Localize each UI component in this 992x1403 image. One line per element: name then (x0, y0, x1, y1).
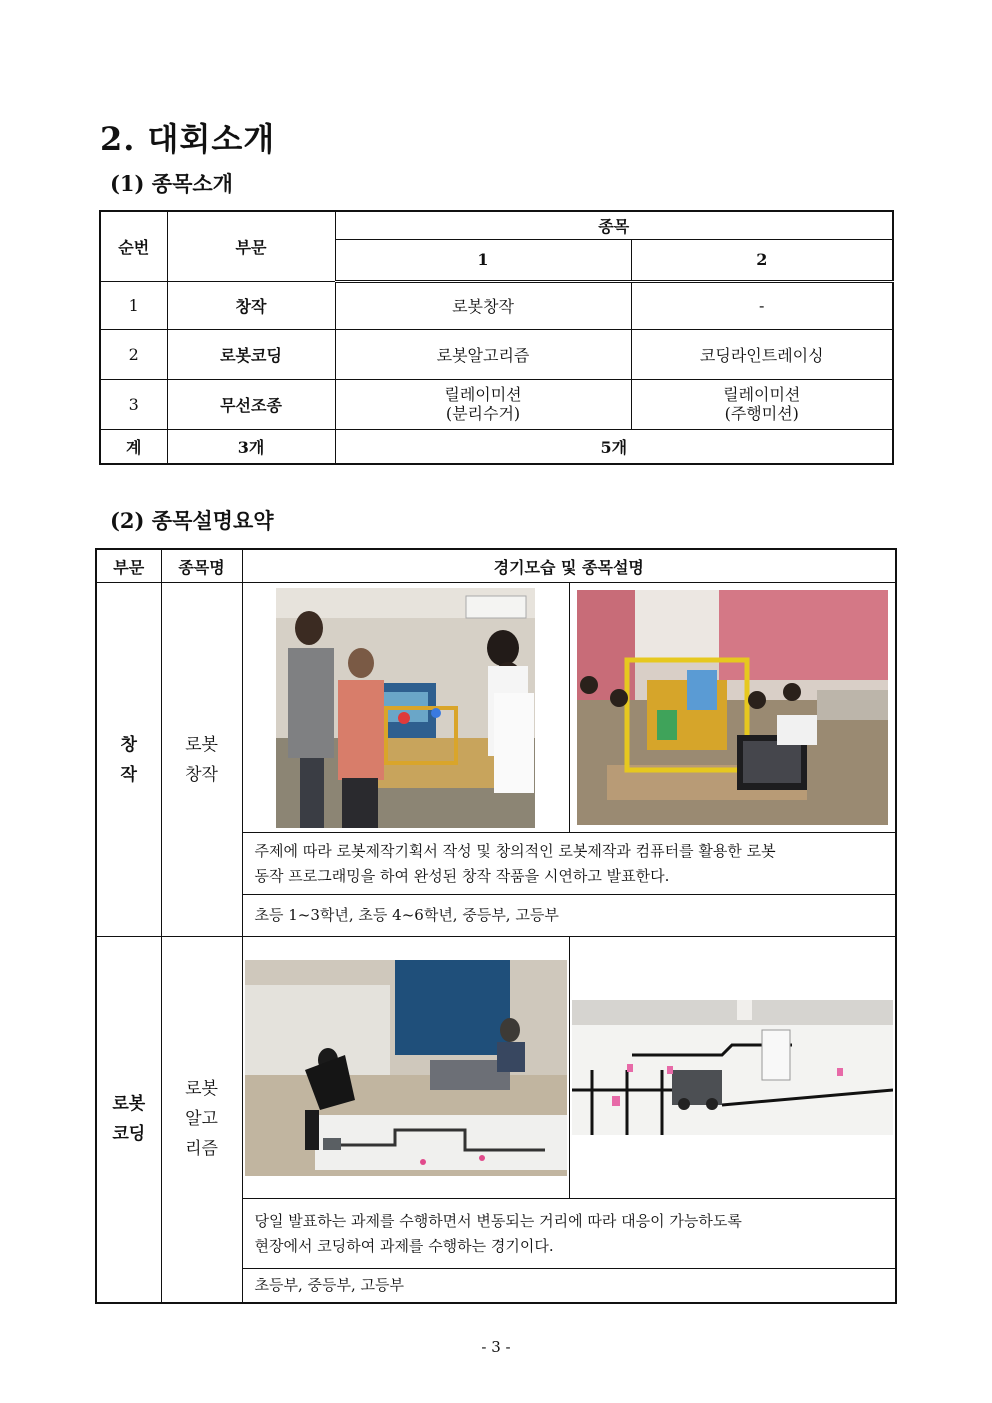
competition-photo-robot-display (577, 590, 888, 825)
table-row (100, 379, 893, 429)
competition-photo-coding-track (245, 960, 567, 1176)
header-no: 순번 (100, 211, 167, 281)
header-division: 부문 (167, 211, 335, 281)
event-name-line: 알고 (185, 1109, 218, 1130)
header-events: 종목 (335, 211, 893, 239)
event-name-line: 로봇 (185, 1079, 218, 1100)
division-line: 작 (120, 764, 137, 785)
page-number: - 3 - (481, 1338, 511, 1356)
table-row (100, 329, 893, 379)
description-line: 주제에 따라 로봇제작기획서 작성 및 창의적인 로봇제작과 컴퓨터를 활용한 로봇 (254, 841, 776, 860)
row-no: 1 (100, 281, 167, 329)
event1-line1: 릴레이미션 (444, 385, 522, 404)
total-events: 5개 (335, 429, 893, 464)
event2-line1: 릴레이미션 (723, 385, 801, 404)
division-line: 코딩 (112, 1124, 146, 1145)
levels: 초등 1~3학년, 초등 4~6학년, 중등부, 고등부 (242, 895, 896, 937)
summary-header-division: 부문 (96, 549, 161, 583)
row-event2: 코딩라인트레이싱 (631, 329, 893, 379)
summary-division (96, 937, 161, 1303)
photo-cell (569, 937, 896, 1199)
summary-event-name (161, 937, 242, 1303)
row-event2: - (631, 281, 893, 329)
event1-line2: (분리수거) (445, 404, 521, 423)
competition-photo-presentation (276, 588, 535, 828)
total-divisions: 3개 (167, 429, 335, 464)
competition-photo-line-tracing (572, 1000, 893, 1135)
division-line: 창 (120, 734, 137, 755)
table-row (100, 281, 893, 329)
row-division: 무선조종 (167, 379, 335, 429)
row-event1: 로봇알고리즘 (335, 329, 631, 379)
description (242, 833, 896, 895)
summary-header-event-name: 종목명 (161, 549, 242, 583)
row-event2 (631, 379, 893, 429)
description (242, 1199, 896, 1269)
summary-division (96, 583, 161, 937)
section-title-event-intro: (1) 종목소개 (110, 171, 233, 196)
photo-cell (569, 583, 896, 833)
description-line: 동작 프로그래밍을 하여 완성된 창작 작품을 시연하고 발표한다. (254, 866, 670, 885)
photo-cell (242, 937, 569, 1199)
section-title-event-summary: (2) 종목설명요약 (110, 508, 274, 533)
summary-header-row (96, 549, 896, 583)
row-no: 3 (100, 379, 167, 429)
event-name-line: 리즘 (185, 1139, 218, 1160)
row-event1 (335, 379, 631, 429)
levels: 초등부, 중등부, 고등부 (242, 1269, 896, 1303)
division-line: 로봇 (112, 1094, 146, 1115)
row-no: 2 (100, 329, 167, 379)
event-intro-table (99, 210, 894, 465)
summary-header-description: 경기모습 및 종목설명 (242, 549, 896, 583)
summary-event-name (161, 583, 242, 937)
description-line: 현장에서 코딩하여 과제를 수행하는 경기이다. (254, 1236, 554, 1255)
row-division: 창작 (167, 281, 335, 329)
row-division: 로봇코딩 (167, 329, 335, 379)
event-name-line: 로봇 (185, 734, 218, 755)
header-col1: 1 (335, 239, 631, 281)
photo-cell (242, 583, 569, 833)
row-event1: 로봇창작 (335, 281, 631, 329)
header-col2: 2 (631, 239, 893, 281)
total-row (100, 429, 893, 464)
event2-line2: (주행미션) (724, 404, 799, 423)
description-line: 당일 발표하는 과제를 수행하면서 변동되는 거리에 따라 대응이 가능하도록 (254, 1211, 742, 1230)
total-label: 계 (100, 429, 167, 464)
page-heading: 2. 대회소개 (100, 120, 276, 158)
event-summary-table (95, 548, 897, 1304)
event-name-line: 창작 (185, 764, 218, 785)
